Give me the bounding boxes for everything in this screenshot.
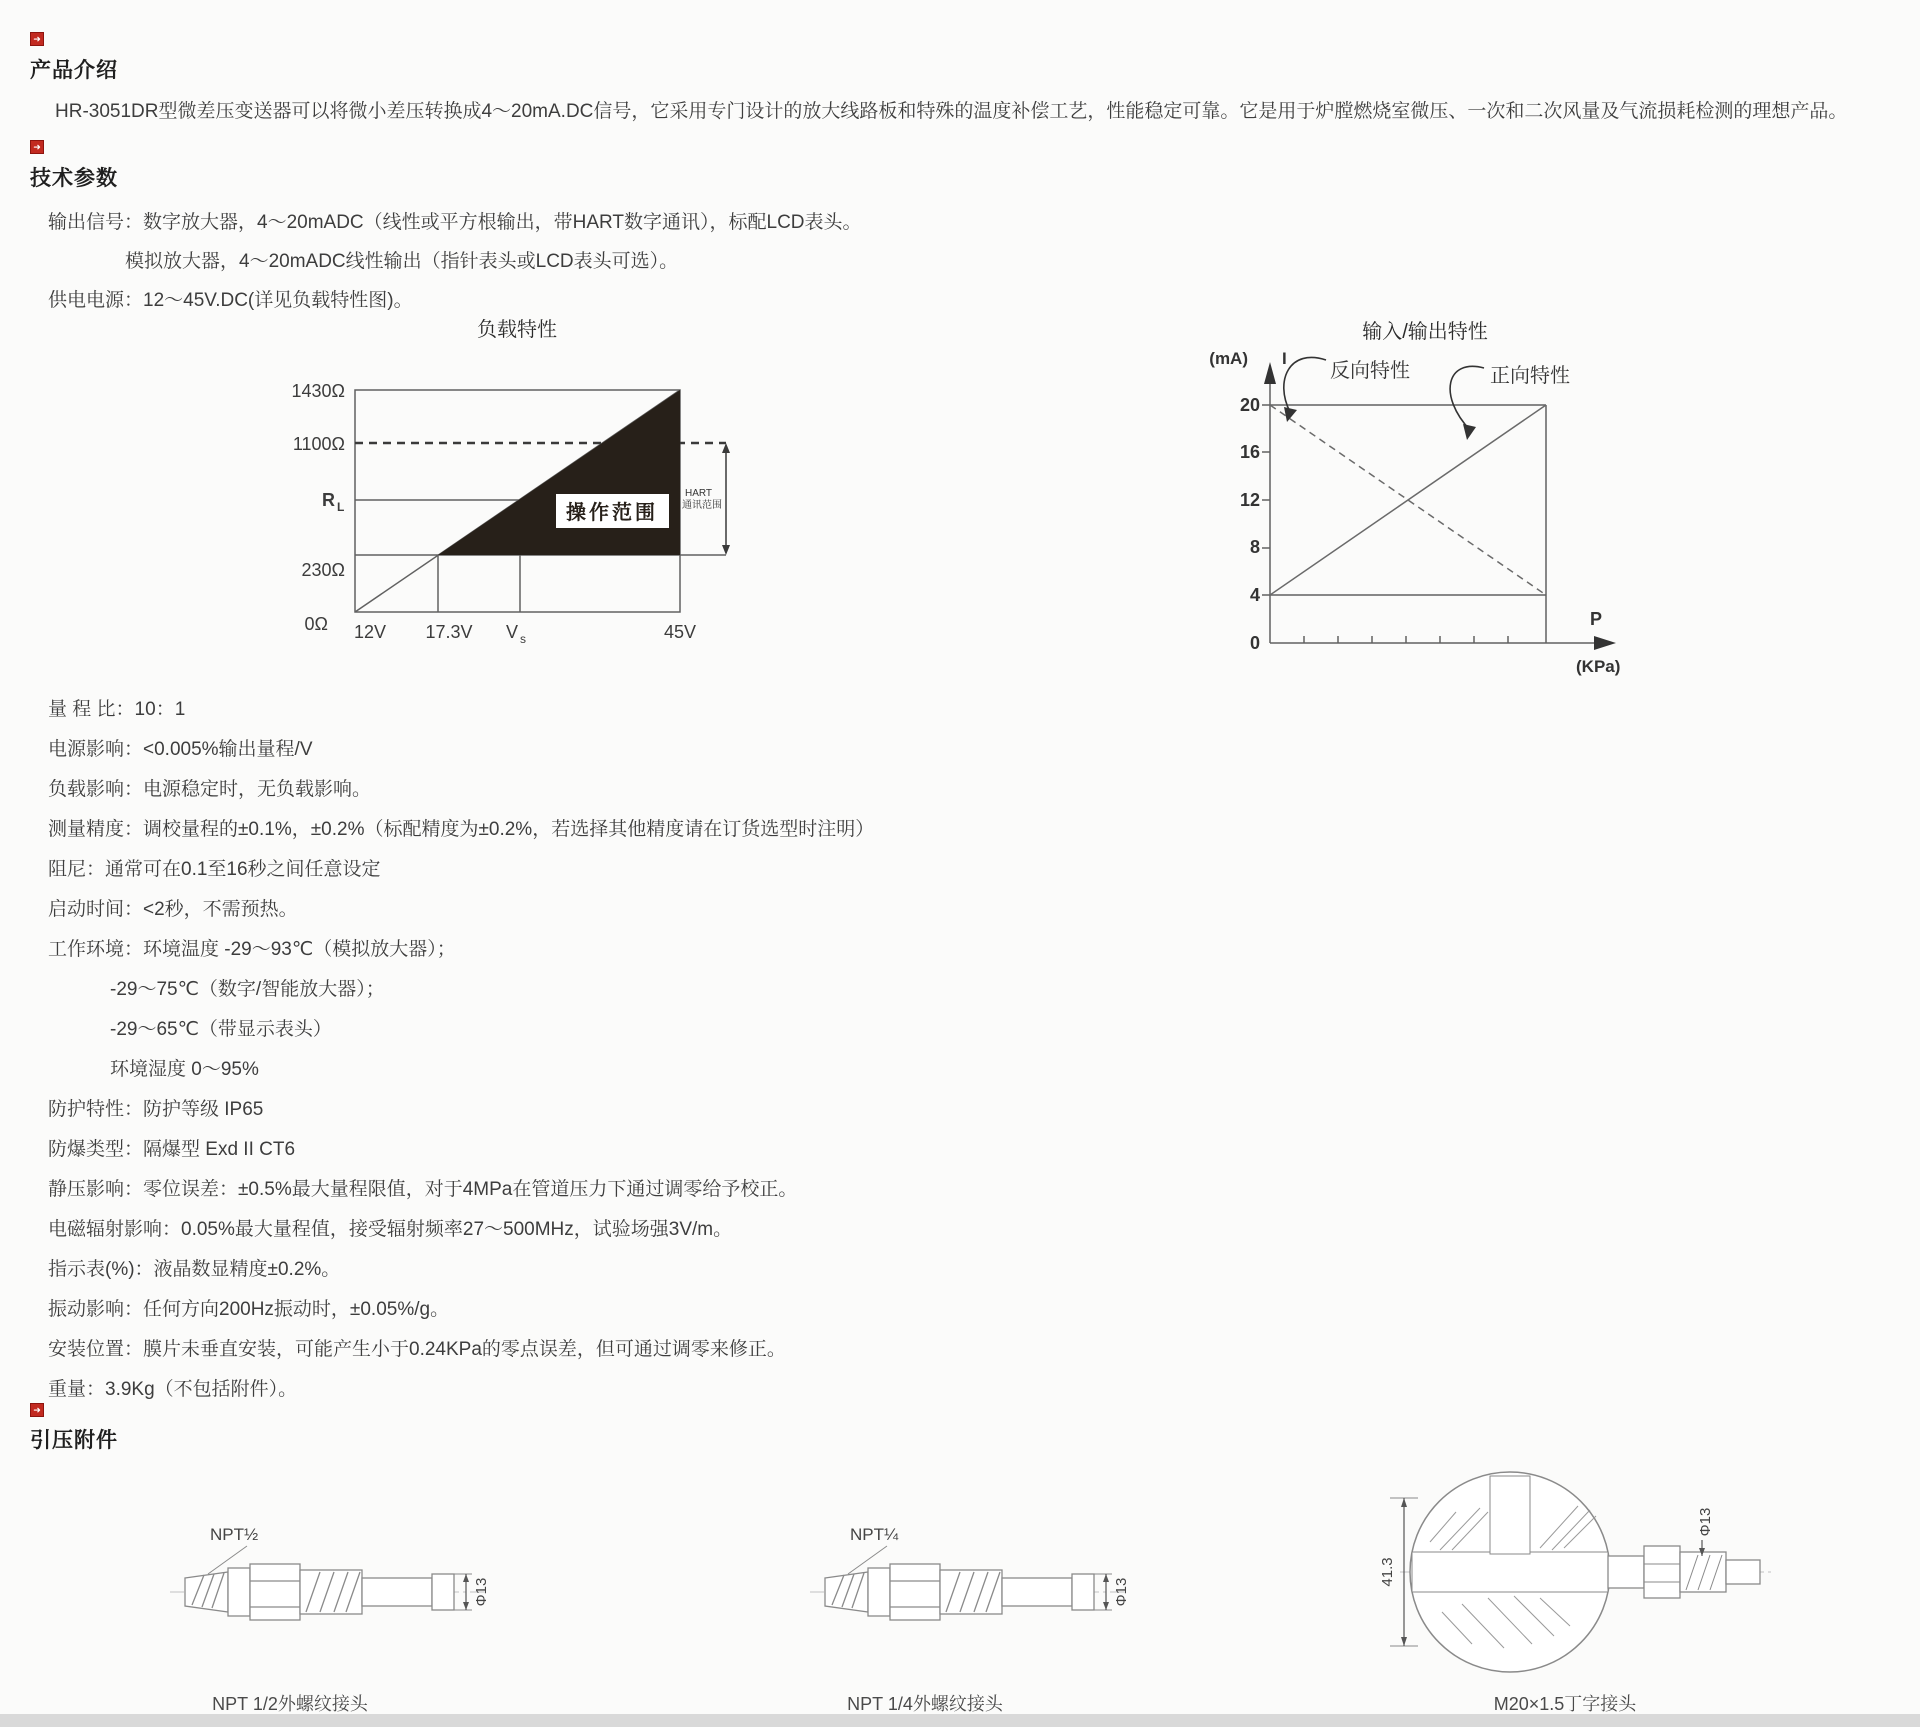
ytick-rl: R: [322, 490, 335, 510]
y-axis-letter: I: [1282, 349, 1287, 368]
fittings-heading: 引压附件: [30, 1429, 118, 1452]
spec-static-pressure: 静压影响：零位误差：±0.5%最大量程限值，对于4MPa在管道压力下通过调零给予校正。: [48, 1179, 798, 1200]
section-bullet-icon: ➜: [30, 32, 44, 46]
spec-startup-time: 启动时间：<2秒，不需预热。: [48, 899, 298, 920]
section-bullet-icon: ➜: [30, 1403, 44, 1417]
output-signal-line2: 模拟放大器，4～20mADC线性输出（指针表头或LCD表头可选）。: [125, 251, 679, 272]
ytick-20: 20: [1239, 395, 1260, 415]
ytick-16: 16: [1239, 442, 1260, 462]
reverse-characteristic-annotation: [1284, 357, 1410, 422]
load-characteristic-chart: [230, 300, 770, 660]
intro-heading: 产品介绍: [30, 59, 118, 82]
ytick-0: 0Ω: [304, 614, 328, 634]
section-bullet-icon: ➜: [30, 140, 44, 154]
xtick-vs: V: [505, 622, 519, 642]
spec-weight: 重量：3.9Kg（不包括附件）。: [48, 1379, 298, 1400]
m20-tee-caption: M20×1.5丁字接头: [1493, 1694, 1637, 1714]
y-unit-label: (mA): [1209, 349, 1248, 368]
m20-tee-drawing: [1379, 1472, 1775, 1672]
spec-mounting: 安装位置：膜片未垂直安装，可能产生小于0.24KPa的零点误差，但可通过调零来修正。: [48, 1339, 786, 1360]
spec-emi: 电磁辐射影响：0.05%最大量程值，接受辐射频率27～500MHz，试验场强3V/m。: [48, 1219, 733, 1240]
spec-humidity: 环境湿度 0～95%: [110, 1059, 259, 1080]
spec-indicator: 指示表(%)：液晶数显精度±0.2%。: [48, 1259, 341, 1280]
spec-temp-digital: -29～75℃（数字/智能放大器）；: [110, 979, 385, 1000]
tech-heading: 技术参数: [30, 167, 118, 190]
forward-label: 正向特性: [1490, 365, 1570, 387]
spec-vibration: 振动影响：任何方向200Hz振动时，±0.05%/g。: [48, 1299, 450, 1320]
npt-half-drawing: [170, 1525, 490, 1620]
spec-turndown-ratio: 量 程 比：10：1: [48, 699, 186, 720]
ytick-1430: 1430Ω: [291, 381, 345, 401]
spec-power-effect: 电源影响：<0.005%输出量程/V: [48, 739, 313, 760]
npt-half-diameter-label: Φ13: [473, 1577, 490, 1607]
npt-half-caption: NPT 1/2外螺纹接头: [212, 1694, 368, 1714]
xtick-vs-sub: s: [520, 632, 526, 646]
xtick-45v: 45V: [663, 622, 697, 642]
x-axis-letter: P: [1590, 609, 1603, 629]
hart-comm-range-annotation: [682, 443, 730, 555]
ytick-12: 12: [1239, 490, 1260, 510]
x-unit-label: (KPa): [1576, 657, 1621, 676]
output-signal-line: 输出信号：数字放大器，4～20mADC（线性或平方根输出，带HART数字通讯），标配LCD表头。: [48, 212, 862, 233]
hart-label-line2: 通讯范围: [682, 500, 722, 511]
npt-half-thread-label: NPT½: [210, 1525, 259, 1544]
spec-temp-display: -29～65℃（带显示表头）: [110, 1019, 332, 1040]
ytick-0: 0: [1249, 633, 1260, 653]
ytick-8: 8: [1249, 537, 1260, 557]
io-chart-axes: [1262, 375, 1603, 643]
io-chart-tick-labels: [1209, 349, 1620, 676]
spec-load-effect: 负载影响：电源稳定时，无负载影响。: [48, 779, 372, 800]
io-chart-title: 输入/输出特性: [1362, 321, 1488, 343]
page-bottom-strip: [0, 1714, 1920, 1727]
x-axis-arrowhead: [1594, 636, 1616, 650]
io-characteristic-chart: [1180, 300, 1740, 700]
npt-quarter-diameter-label: Φ13: [1113, 1577, 1130, 1607]
npt-quarter-drawing: [810, 1525, 1130, 1620]
xtick-17v: 17.3V: [425, 622, 473, 642]
spec-damping: 阻尼：通常可在0.1至16秒之间任意设定: [48, 859, 381, 880]
spec-list: [48, 690, 874, 1410]
y-axis-arrowhead: [1264, 362, 1276, 384]
ytick-rl-sub: L: [337, 500, 345, 514]
power-supply-line: 供电电源：12～45V.DC(详见负载特性图)。: [48, 290, 413, 311]
fittings-drawings: [150, 1460, 1790, 1690]
xtick-12v: 12V: [353, 622, 387, 642]
npt-quarter-thread-label: NPT¼: [850, 1525, 899, 1544]
spec-protection: 防护特性：防护等级 IP65: [48, 1099, 264, 1120]
reverse-label: 反向特性: [1330, 360, 1410, 382]
intro-paragraph: HR-3051DR型微差压变送器可以将微小差压转换成4～20mA.DC信号，它采用专门设计的放大线路板和特殊的温度补偿工艺，性能稳定可靠。它是用于炉膛燃烧室微压、一次和二次风量及气流损耗检测的理想产品。: [55, 101, 1848, 122]
hart-label-line1: HART: [685, 488, 713, 499]
spec-working-env: 工作环境：环境温度 -29～93℃（模拟放大器）；: [48, 939, 456, 960]
spec-accuracy: 测量精度：调校量程的±0.1%，±0.2%（标配精度为±0.2%，若选择其他精度请在订货选型时注明）: [48, 819, 875, 840]
ytick-4: 4: [1249, 585, 1260, 605]
ytick-230: 230Ω: [301, 560, 345, 580]
operating-region-label: 操作范围: [566, 502, 658, 524]
forward-characteristic-annotation: [1450, 364, 1570, 440]
m20-diameter-label: Φ13: [1697, 1507, 1714, 1537]
m20-height-dim-label: 41.3: [1379, 1557, 1396, 1587]
ytick-1100: 1100Ω: [292, 434, 345, 454]
npt-quarter-caption: NPT 1/4外螺纹接头: [847, 1694, 1003, 1714]
spec-explosion-proof: 防爆类型：隔爆型 Exd II CT6: [48, 1139, 296, 1160]
load-chart-title: 负载特性: [477, 319, 557, 341]
